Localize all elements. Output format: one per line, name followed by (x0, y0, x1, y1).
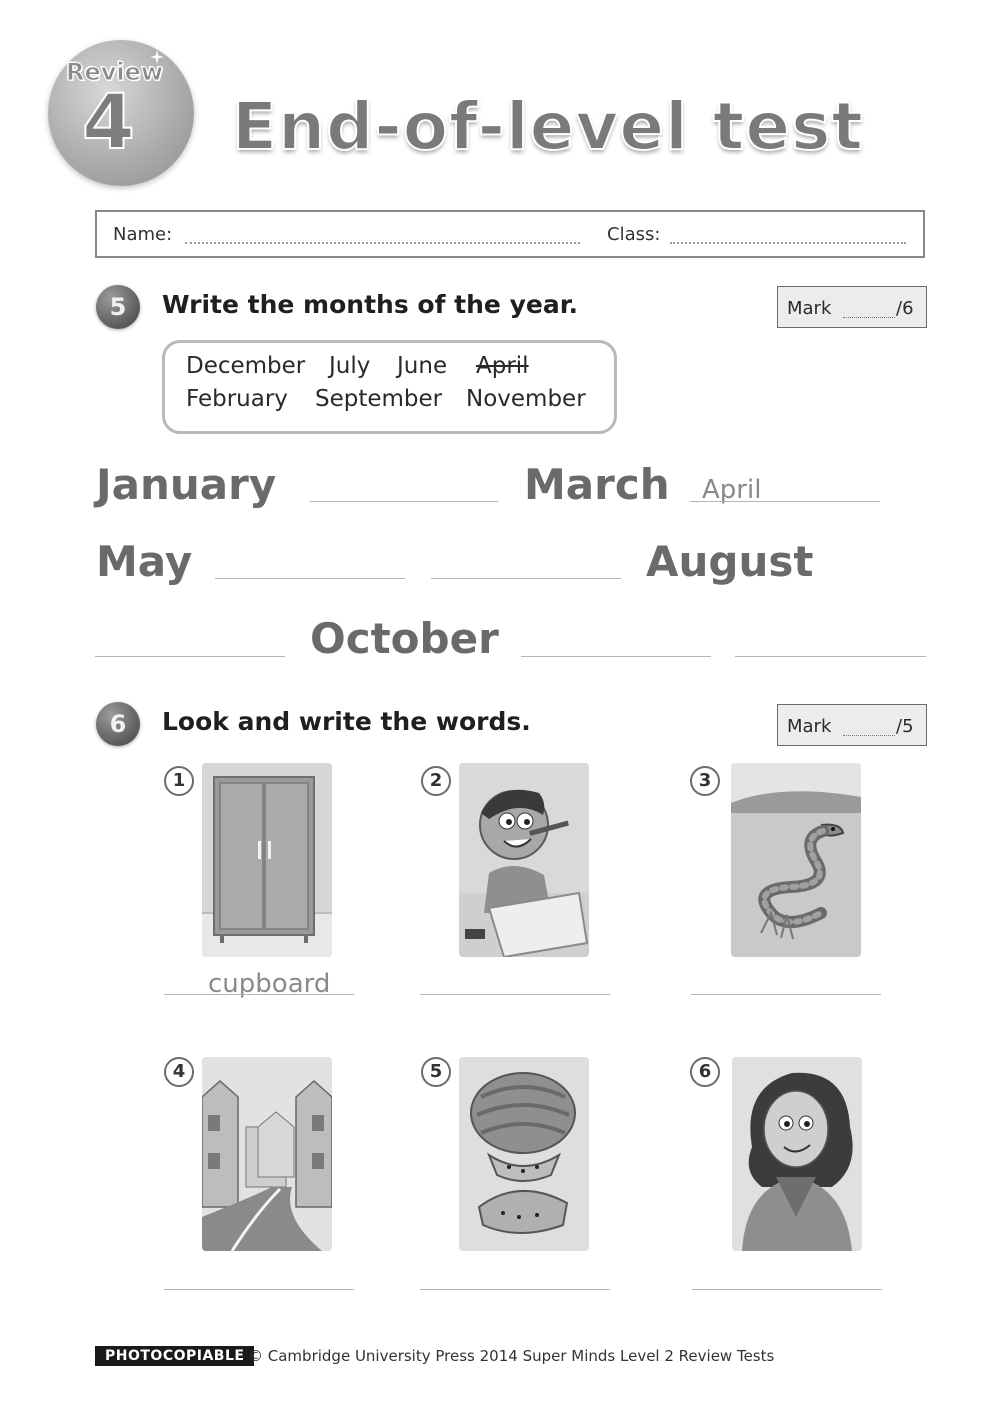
section-6-mark-total: /5 (896, 716, 914, 737)
answer-line-december[interactable] (735, 656, 926, 657)
item-6-number: 6 (690, 1057, 720, 1087)
word-bank-item: November (466, 386, 586, 412)
word-bank-item: December (186, 353, 306, 379)
item-5-answer-line[interactable] (420, 1289, 610, 1290)
section-6-mark-field[interactable] (843, 735, 895, 736)
section-6-mark-label: Mark (787, 716, 832, 737)
item-3-number: 3 (690, 766, 720, 796)
month-august: August (646, 537, 814, 586)
answer-line-november[interactable] (521, 656, 711, 657)
name-label: Name: (113, 224, 173, 245)
watermelon-icon (459, 1057, 589, 1251)
girl-icon (732, 1057, 862, 1251)
month-march: March (524, 460, 670, 509)
section-6-instruction: Look and write the words. (162, 707, 531, 736)
word-bank-item: June (397, 353, 448, 379)
page-title: End-of-level test (232, 88, 864, 165)
word-bank-item: September (315, 386, 443, 412)
section-5-mark-total: /6 (896, 298, 914, 319)
section-5-mark-label: Mark (787, 298, 832, 319)
item-1-answer-line[interactable] (164, 994, 354, 995)
name-field[interactable] (185, 242, 580, 244)
answer-line-april[interactable] (690, 501, 880, 502)
month-january: January (96, 460, 277, 509)
item-4-answer-line[interactable] (164, 1289, 354, 1290)
month-october: October (310, 614, 499, 663)
answer-line-june[interactable] (215, 578, 405, 579)
class-field[interactable] (670, 242, 906, 244)
item-3-answer-line[interactable] (691, 994, 881, 995)
class-label: Class: (607, 224, 661, 245)
word-bank-item: February (186, 386, 288, 412)
answer-line-february[interactable] (310, 501, 498, 502)
answer-line-september[interactable] (95, 656, 285, 657)
cupboard-icon (202, 763, 332, 957)
item-2-number: 2 (421, 766, 451, 796)
item-1-answer: cupboard (208, 969, 331, 999)
item-6-answer-line[interactable] (692, 1289, 882, 1290)
month-may: May (96, 537, 193, 586)
word-bank-item: July (329, 353, 371, 379)
street-icon (202, 1057, 332, 1251)
section-6-number: 6 (96, 702, 140, 746)
review-number: 4 (82, 77, 135, 166)
student-info-box (95, 210, 925, 258)
review-label: Review (66, 58, 164, 86)
answer-april: April (702, 475, 762, 505)
item-4-number: 4 (164, 1057, 194, 1087)
item-1-number: 1 (164, 766, 194, 796)
section-5-number: 5 (96, 285, 140, 329)
snake-icon (731, 763, 861, 957)
answer-line-july[interactable] (431, 578, 621, 579)
boy-brushing-teeth-icon (459, 763, 589, 957)
word-bank-item-crossed: April (476, 353, 529, 379)
section-5-instruction: Write the months of the year. (162, 290, 578, 319)
item-2-answer-line[interactable] (420, 994, 610, 995)
copyright-text: © Cambridge University Press 2014 Super Minds Level 2 Review Tests (248, 1347, 775, 1365)
item-5-number: 5 (421, 1057, 451, 1087)
photocopiable-label: PHOTOCOPIABLE (95, 1346, 254, 1366)
section-5-mark-field[interactable] (843, 317, 895, 318)
